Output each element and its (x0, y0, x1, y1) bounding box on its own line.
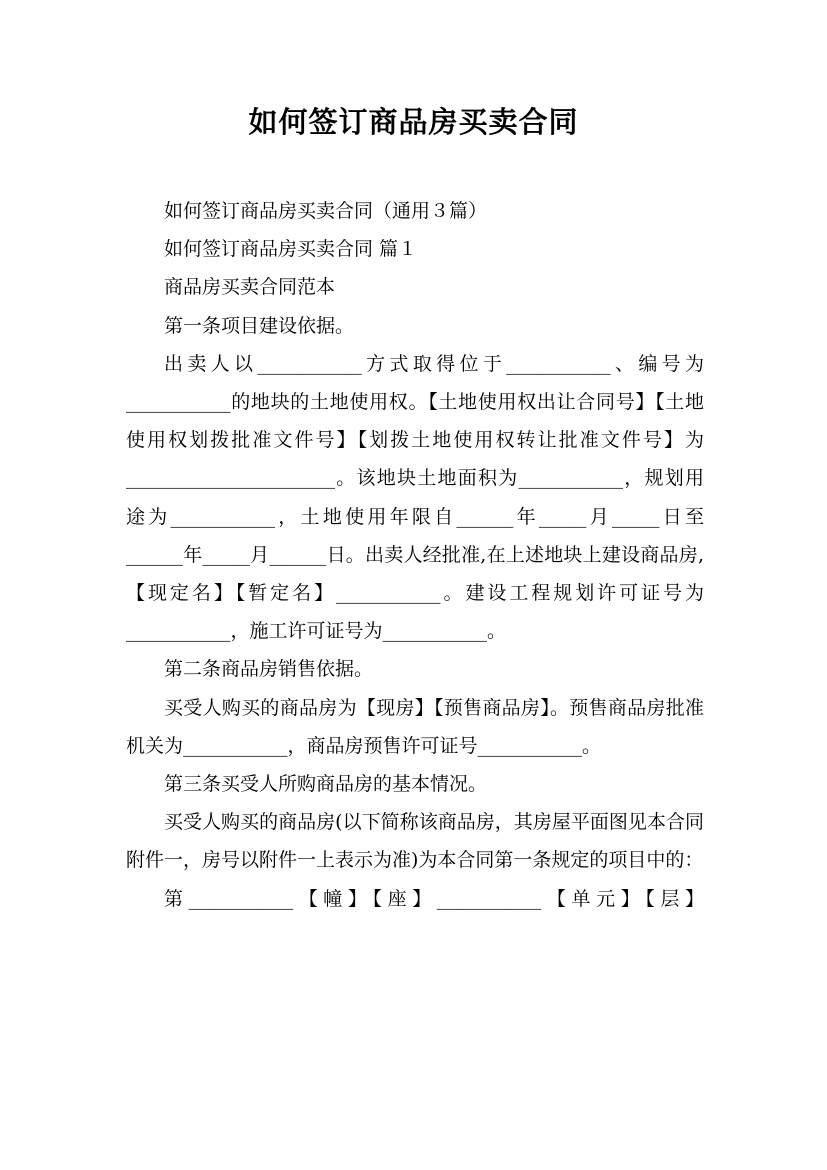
document-body (126, 192, 704, 918)
paragraph-article-1-heading: 第一条项目建设依据。 (164, 314, 355, 337)
paragraph-section-heading: 如何签订商品房买卖合同 篇１ (164, 238, 418, 261)
document-title: 如何签订商品房买卖合同 (248, 105, 579, 139)
paragraph-article-2-body: 买受人购买的商品房为【现房】【预售商品房】。预售商品房批准机关为___________，商品房预售许可证号___________。 (126, 696, 704, 757)
paragraph-article-1-body: 出卖人以___________方式取得位于___________、编号为___________的地块的土地使用权。【土地使用权出让合同号】【土地使用权划拨批准文件号】【划拨土地使用权转让批准文件号】为______________________。该地块土地面积为___________，规划用途为___________，土地使用年限自______年_____月_____日至______年_____月______日。出卖人经批准,在上述地块上建设商品房,【现定名】【暂定名】___________。建设工程规划许可证号为___________，施工许可证号为___________。 (126, 352, 704, 643)
paragraph-article-3-heading: 第三条买受人所购商品房的基本情况。 (164, 773, 488, 796)
paragraph-article-2-heading: 第二条商品房销售依据。 (164, 658, 374, 681)
paragraph-article-3-unit: 第___________【幢】【座】___________【单元】【层】 (164, 887, 704, 910)
paragraph-article-3-body: 买受人购买的商品房(以下简称该商品房，其房屋平面图见本合同附件一，房号以附件一上表示为准)为本合同第一条规定的项目中的： (126, 811, 704, 872)
paragraph-subtitle: 如何签订商品房买卖合同（通用３篇） (164, 200, 488, 222)
paragraph-contract-name: 商品房买卖合同范本 (164, 276, 336, 299)
